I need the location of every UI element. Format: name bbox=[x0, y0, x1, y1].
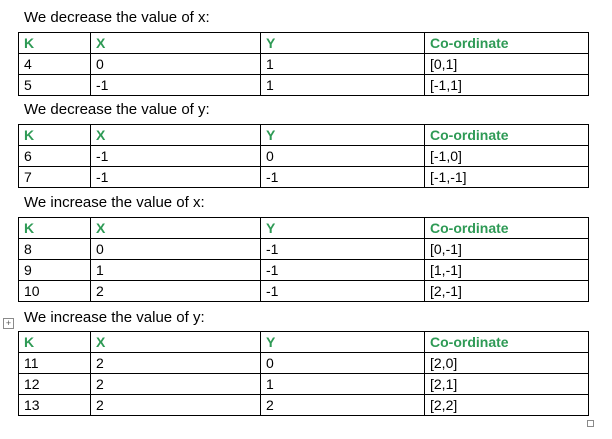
table-increase-y bbox=[18, 331, 589, 416]
cell-x: 0 bbox=[91, 54, 261, 75]
cell-coordinate: [-1,0] bbox=[425, 146, 589, 167]
header-y: Y bbox=[261, 125, 425, 146]
table-header-row bbox=[19, 33, 589, 54]
cell-y: 0 bbox=[261, 146, 425, 167]
cell-y: 0 bbox=[261, 353, 425, 374]
header-y: Y bbox=[261, 332, 425, 353]
header-k: K bbox=[19, 33, 91, 54]
section-heading-increase-x: We increase the value of x: bbox=[24, 194, 205, 211]
cell-x: 2 bbox=[91, 395, 261, 416]
cell-y: 2 bbox=[261, 395, 425, 416]
cell-k: 5 bbox=[19, 75, 91, 96]
cell-x: 0 bbox=[91, 239, 261, 260]
cell-x: -1 bbox=[91, 146, 261, 167]
cell-y: 1 bbox=[261, 75, 425, 96]
table-header-row bbox=[19, 332, 589, 353]
cell-x: -1 bbox=[91, 75, 261, 96]
header-k: K bbox=[19, 332, 91, 353]
header-coordinate: Co-ordinate bbox=[425, 332, 589, 353]
table-row bbox=[19, 374, 589, 395]
cell-y: 1 bbox=[261, 54, 425, 75]
cell-coordinate: [0,-1] bbox=[425, 239, 589, 260]
cell-coordinate: [2,1] bbox=[425, 374, 589, 395]
table-row bbox=[19, 260, 589, 281]
table-resize-handle-icon[interactable] bbox=[587, 420, 594, 427]
header-coordinate: Co-ordinate bbox=[425, 125, 589, 146]
header-x: X bbox=[91, 218, 261, 239]
cell-k: 12 bbox=[19, 374, 91, 395]
header-k: K bbox=[19, 125, 91, 146]
cell-y: 1 bbox=[261, 374, 425, 395]
table-header-row bbox=[19, 218, 589, 239]
cell-y: -1 bbox=[261, 167, 425, 188]
table-increase-x bbox=[18, 217, 589, 302]
cell-coordinate: [2,-1] bbox=[425, 281, 589, 302]
cell-x: -1 bbox=[91, 167, 261, 188]
cell-x: 2 bbox=[91, 353, 261, 374]
header-coordinate: Co-ordinate bbox=[425, 218, 589, 239]
cell-coordinate: [2,2] bbox=[425, 395, 589, 416]
section-heading-increase-y: We increase the value of y: bbox=[24, 309, 205, 326]
table-move-handle-icon[interactable]: + bbox=[3, 318, 14, 329]
cell-k: 13 bbox=[19, 395, 91, 416]
header-k: K bbox=[19, 218, 91, 239]
cell-k: 9 bbox=[19, 260, 91, 281]
cell-coordinate: [-1,-1] bbox=[425, 167, 589, 188]
cell-k: 7 bbox=[19, 167, 91, 188]
header-coordinate: Co-ordinate bbox=[425, 33, 589, 54]
table-row bbox=[19, 146, 589, 167]
cell-k: 10 bbox=[19, 281, 91, 302]
cell-k: 4 bbox=[19, 54, 91, 75]
header-x: X bbox=[91, 332, 261, 353]
cell-x: 1 bbox=[91, 260, 261, 281]
table-decrease-y bbox=[18, 124, 589, 188]
cell-k: 8 bbox=[19, 239, 91, 260]
table-row bbox=[19, 239, 589, 260]
cell-coordinate: [1,-1] bbox=[425, 260, 589, 281]
header-x: X bbox=[91, 33, 261, 54]
table-decrease-x bbox=[18, 32, 589, 96]
cell-x: 2 bbox=[91, 281, 261, 302]
header-y: Y bbox=[261, 218, 425, 239]
cell-x: 2 bbox=[91, 374, 261, 395]
table-row bbox=[19, 167, 589, 188]
table-header-row bbox=[19, 125, 589, 146]
cell-coordinate: [0,1] bbox=[425, 54, 589, 75]
table-row bbox=[19, 54, 589, 75]
cell-y: -1 bbox=[261, 281, 425, 302]
table-row bbox=[19, 75, 589, 96]
cell-y: -1 bbox=[261, 239, 425, 260]
section-heading-decrease-y: We decrease the value of y: bbox=[24, 101, 210, 118]
table-row bbox=[19, 281, 589, 302]
cell-coordinate: [-1,1] bbox=[425, 75, 589, 96]
cell-coordinate: [2,0] bbox=[425, 353, 589, 374]
cell-y: -1 bbox=[261, 260, 425, 281]
header-x: X bbox=[91, 125, 261, 146]
cell-k: 11 bbox=[19, 353, 91, 374]
table-row bbox=[19, 395, 589, 416]
section-heading-decrease-x: We decrease the value of x: bbox=[24, 9, 210, 26]
cell-k: 6 bbox=[19, 146, 91, 167]
table-row bbox=[19, 353, 589, 374]
header-y: Y bbox=[261, 33, 425, 54]
